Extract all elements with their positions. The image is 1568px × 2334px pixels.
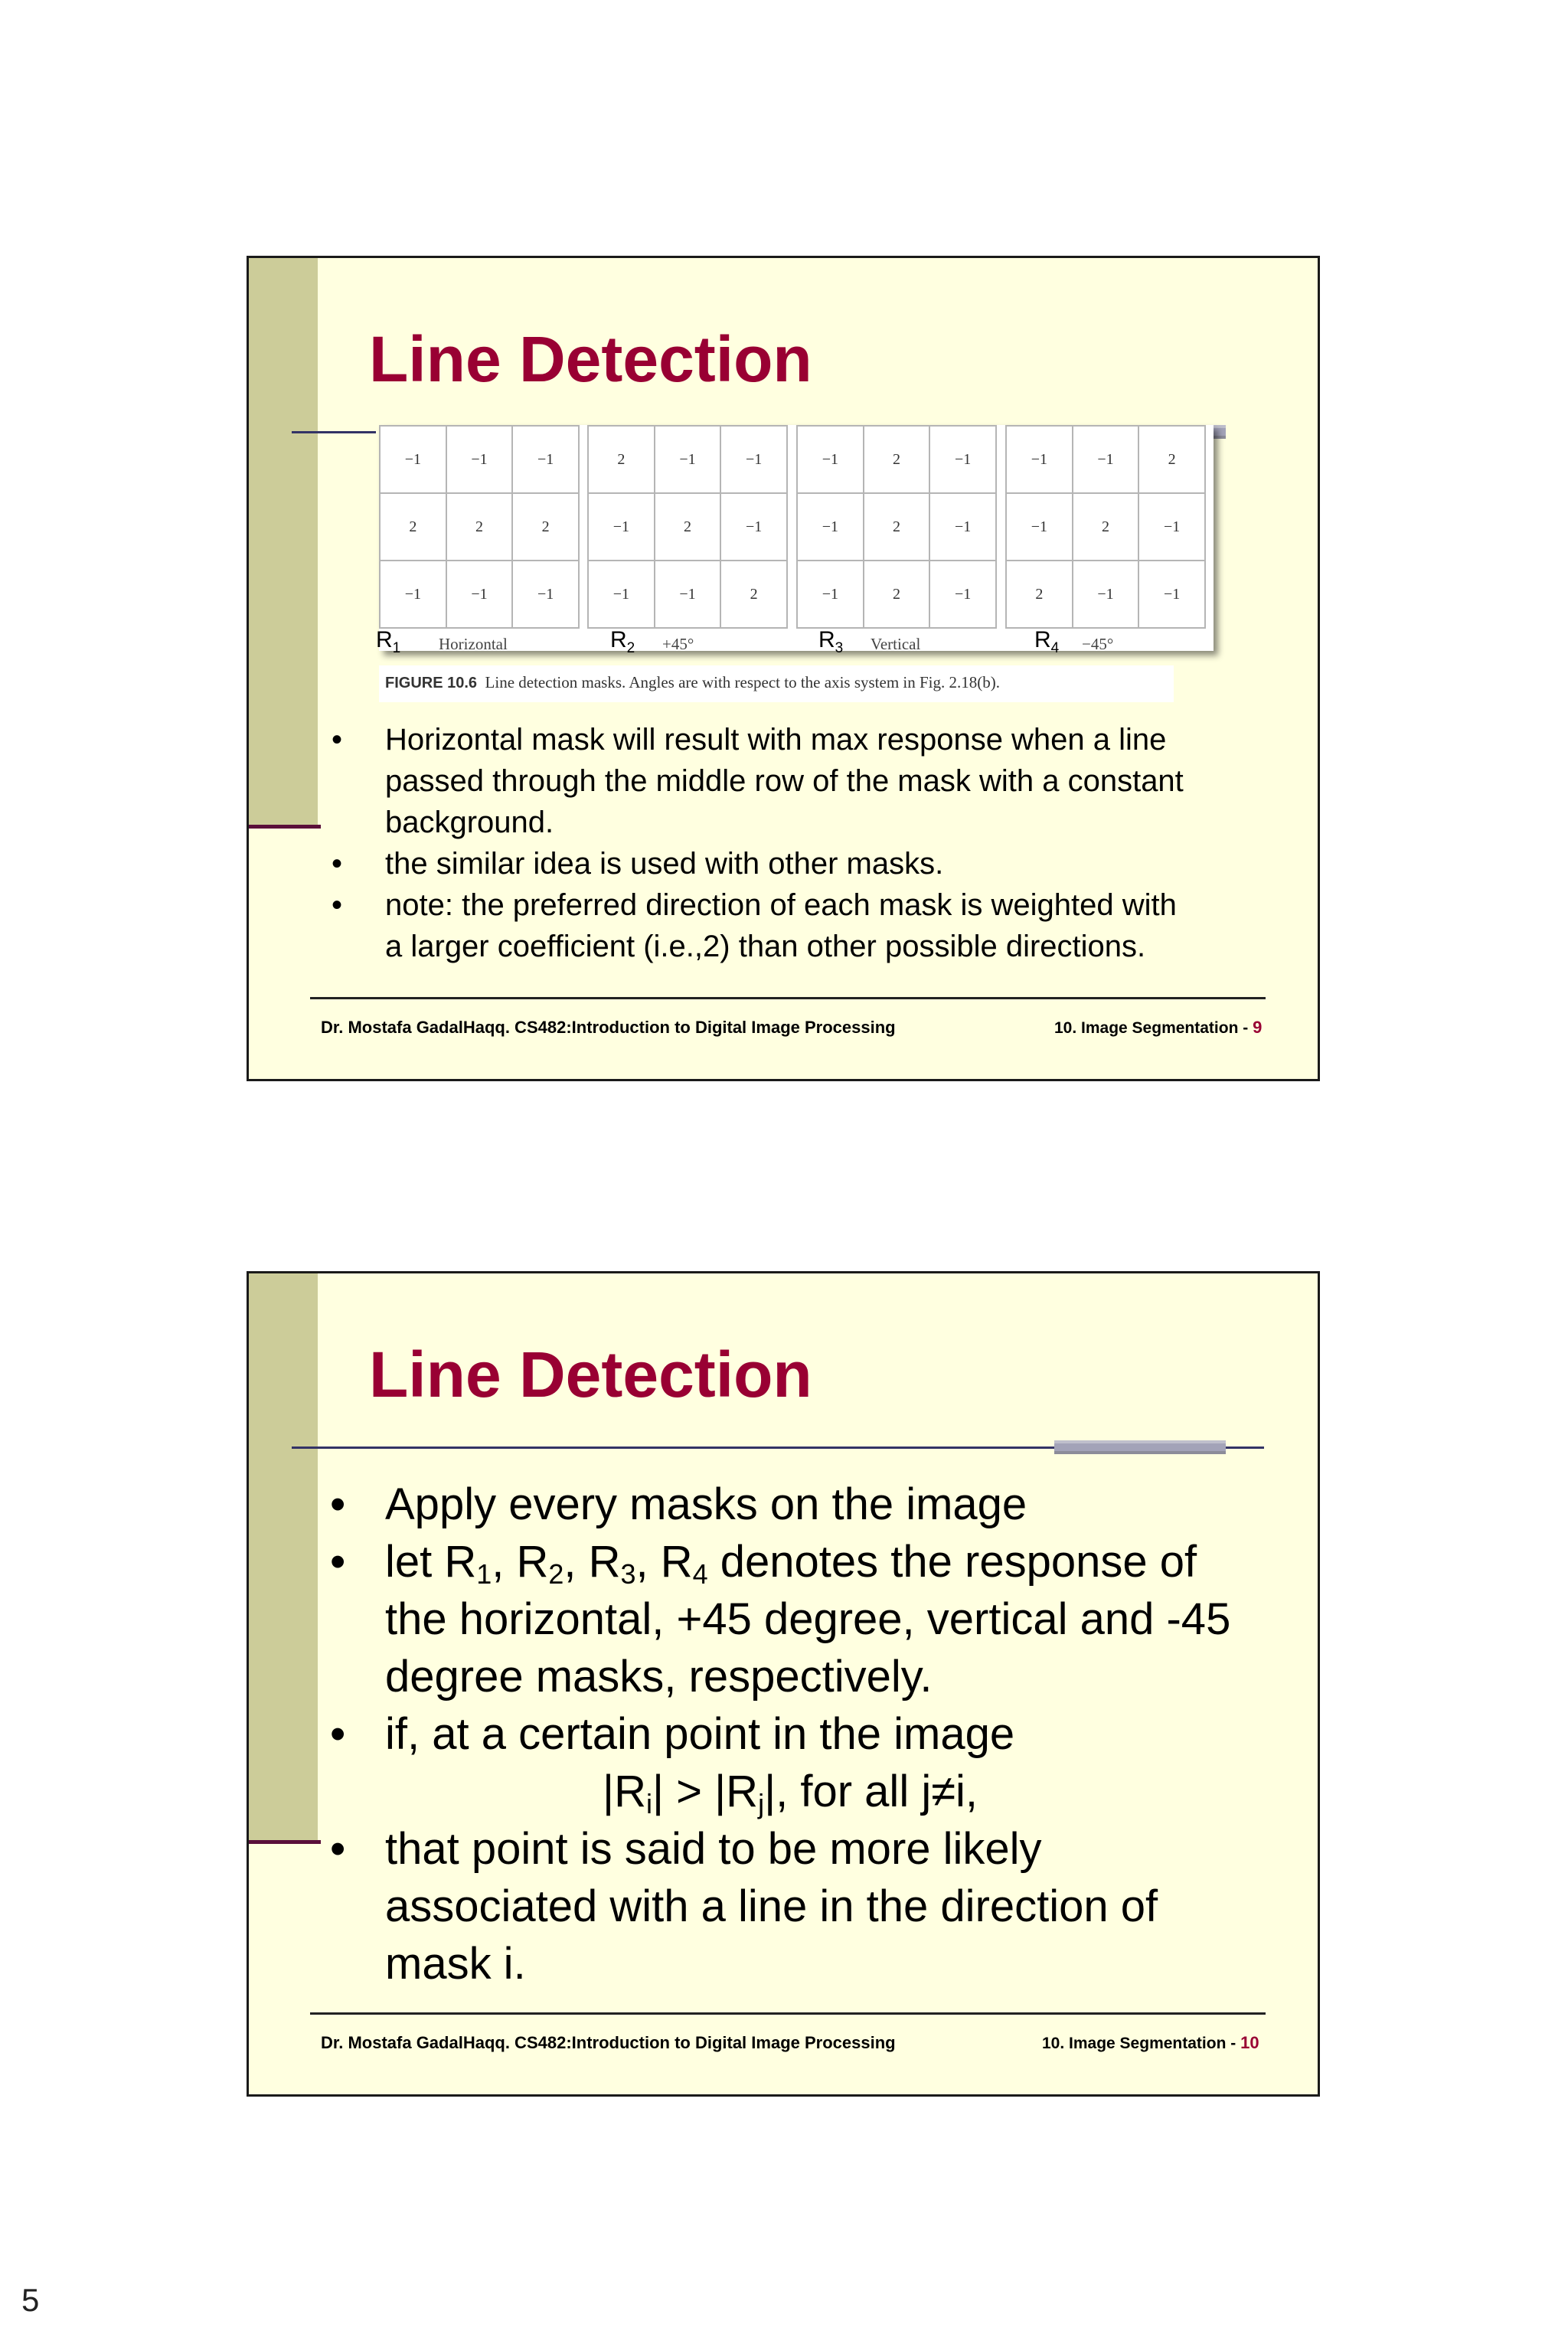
mask-coefficient: −1 — [1073, 561, 1139, 628]
mask-coefficient: 2 — [512, 493, 579, 561]
mask-coefficient: 2 — [1006, 561, 1073, 628]
mask-coefficient: 2 — [864, 493, 929, 561]
mask-angle-label: Vertical — [871, 635, 921, 653]
mask-row — [797, 561, 996, 628]
bullet-text: Apply every masks on the image — [385, 1479, 1027, 1529]
title-rule — [292, 431, 376, 433]
mask-coefficient: 2 — [588, 426, 655, 493]
mask-angle-label: Horizontal — [439, 635, 508, 653]
bullet-marker: • — [330, 1537, 346, 1587]
bullet-text: a larger coefficient (i.e.,2) than other possible directions. — [385, 930, 1146, 963]
mask-response-label: $R_1$ — [376, 627, 401, 656]
mask-angle-label: −45° — [1082, 635, 1114, 653]
mask-coefficient: −1 — [588, 561, 655, 628]
sidebar-accent — [249, 825, 321, 829]
slide-9 — [247, 256, 1320, 1081]
mask-coefficient: 2 — [380, 493, 446, 561]
mask-vertical — [796, 425, 997, 629]
slide-number: 9 — [1253, 1018, 1263, 1037]
mask-coefficient: −1 — [797, 493, 864, 561]
mask-coefficient: −1 — [929, 426, 996, 493]
mask-row — [797, 426, 996, 493]
bullet-text: the horizontal, +45 degree, vertical and -45 — [385, 1594, 1231, 1644]
mask-coefficient: 2 — [446, 493, 513, 561]
bullet-text: Horizontal mask will result with max response when a line — [385, 723, 1167, 757]
mask-coefficient: −1 — [446, 561, 513, 628]
bullet-text: that point is said to be more likely — [385, 1824, 1042, 1874]
slide-title: Line Detection — [369, 323, 812, 395]
footer-rule — [310, 997, 1266, 999]
mask-plus45 — [587, 425, 788, 629]
figure-caption-box — [379, 665, 1174, 702]
bullet-text: note: the preferred direction of each mask is weighted with — [385, 888, 1177, 922]
bullet-text: mask i. — [385, 1939, 526, 1989]
bullet-text: passed through the middle row of the mask with a constant — [385, 764, 1184, 798]
slide-number: 10 — [1240, 2033, 1259, 2052]
bullet-marker: • — [330, 1479, 346, 1529]
formula: $|R_i| > |R_j|$, for all j≠i, — [603, 1767, 978, 1819]
mask-coefficient: −1 — [1073, 426, 1139, 493]
mask-coefficient: 2 — [864, 561, 929, 628]
mask-row — [588, 426, 787, 493]
footer-chapter: 10. Image Segmentation - 9 — [1054, 1018, 1263, 1037]
mask-coefficient: −1 — [655, 426, 721, 493]
mask-coefficient: 2 — [864, 426, 929, 493]
mask-row — [797, 493, 996, 561]
mask-coefficient: −1 — [929, 561, 996, 628]
mask-row — [380, 561, 579, 628]
mask-row — [380, 426, 579, 493]
mask-row — [588, 493, 787, 561]
document-page-number: 5 — [21, 2282, 40, 2318]
bullet-text: if, at a certain point in the image — [385, 1709, 1015, 1759]
figure-caption: FIGURE 10.6 Line detection masks. Angles are with respect to the axis system in Fig. 2.18(b). — [385, 673, 1000, 691]
bullet-marker: • — [332, 847, 343, 881]
slide-title: Line Detection — [369, 1339, 812, 1411]
footer-rule — [310, 2012, 1266, 2015]
mask-row — [1006, 561, 1205, 628]
mask-coefficient: 2 — [720, 561, 787, 628]
mask-coefficient: −1 — [720, 426, 787, 493]
mask-coefficient: −1 — [588, 493, 655, 561]
mask-coefficient: −1 — [380, 561, 446, 628]
mask-coefficient: −1 — [929, 493, 996, 561]
mask-coefficient: −1 — [512, 561, 579, 628]
mask-row — [588, 561, 787, 628]
bullet-marker: • — [330, 1824, 346, 1874]
mask-coefficient: −1 — [512, 426, 579, 493]
mask-coefficient: −1 — [446, 426, 513, 493]
line-masks-figure — [376, 425, 1214, 656]
mask-response-label: $R_2$ — [610, 627, 635, 656]
mask-angle-label: +45° — [662, 635, 694, 653]
mask-coefficient: 2 — [655, 493, 721, 561]
mask-coefficient: −1 — [1006, 426, 1073, 493]
footer-author-course: Dr. Mostafa GadalHaqq. CS482:Introduction to Digital Image Processing — [321, 2033, 896, 2052]
sidebar-accent — [249, 1840, 321, 1844]
mask-coefficient: −1 — [797, 561, 864, 628]
mask-coefficient: −1 — [1138, 561, 1205, 628]
slide-10 — [247, 1271, 1320, 2097]
mask-response-label: $R_3$ — [818, 627, 844, 656]
slide-sidebar — [249, 258, 318, 825]
bullet-marker: • — [330, 1709, 346, 1759]
mask-row — [1006, 493, 1205, 561]
footer-author-course: Dr. Mostafa GadalHaqq. CS482:Introduction to Digital Image Processing — [321, 1018, 896, 1037]
bullet-text: the similar idea is used with other masks. — [385, 847, 944, 881]
footer-chapter: 10. Image Segmentation - 10 — [1042, 2033, 1259, 2052]
mask-coefficient: 2 — [1138, 426, 1205, 493]
bullet-text: degree masks, respectively. — [385, 1652, 933, 1701]
mask-horizontal — [379, 425, 580, 629]
mask-coefficient: −1 — [655, 561, 721, 628]
mask-minus45 — [1005, 425, 1206, 629]
mask-coefficient: −1 — [797, 426, 864, 493]
title-rule-accent — [1054, 1440, 1226, 1454]
slide-sidebar — [249, 1273, 318, 1840]
mask-coefficient: −1 — [380, 426, 446, 493]
mask-coefficient: 2 — [1073, 493, 1139, 561]
bullet-text: associated with a line in the direction of — [385, 1881, 1158, 1931]
bullet-text: let $R_1$, $R_2$, $R_3$, $R_4$ denotes the response of — [385, 1537, 1197, 1590]
mask-row — [380, 493, 579, 561]
mask-coefficient: −1 — [720, 493, 787, 561]
mask-response-label: $R_4$ — [1034, 627, 1060, 656]
bullet-text: background. — [385, 806, 554, 839]
mask-coefficient: −1 — [1006, 493, 1073, 561]
bullet-marker: • — [332, 723, 343, 757]
mask-coefficient: −1 — [1138, 493, 1205, 561]
mask-row — [1006, 426, 1205, 493]
bullet-marker: • — [332, 888, 343, 922]
